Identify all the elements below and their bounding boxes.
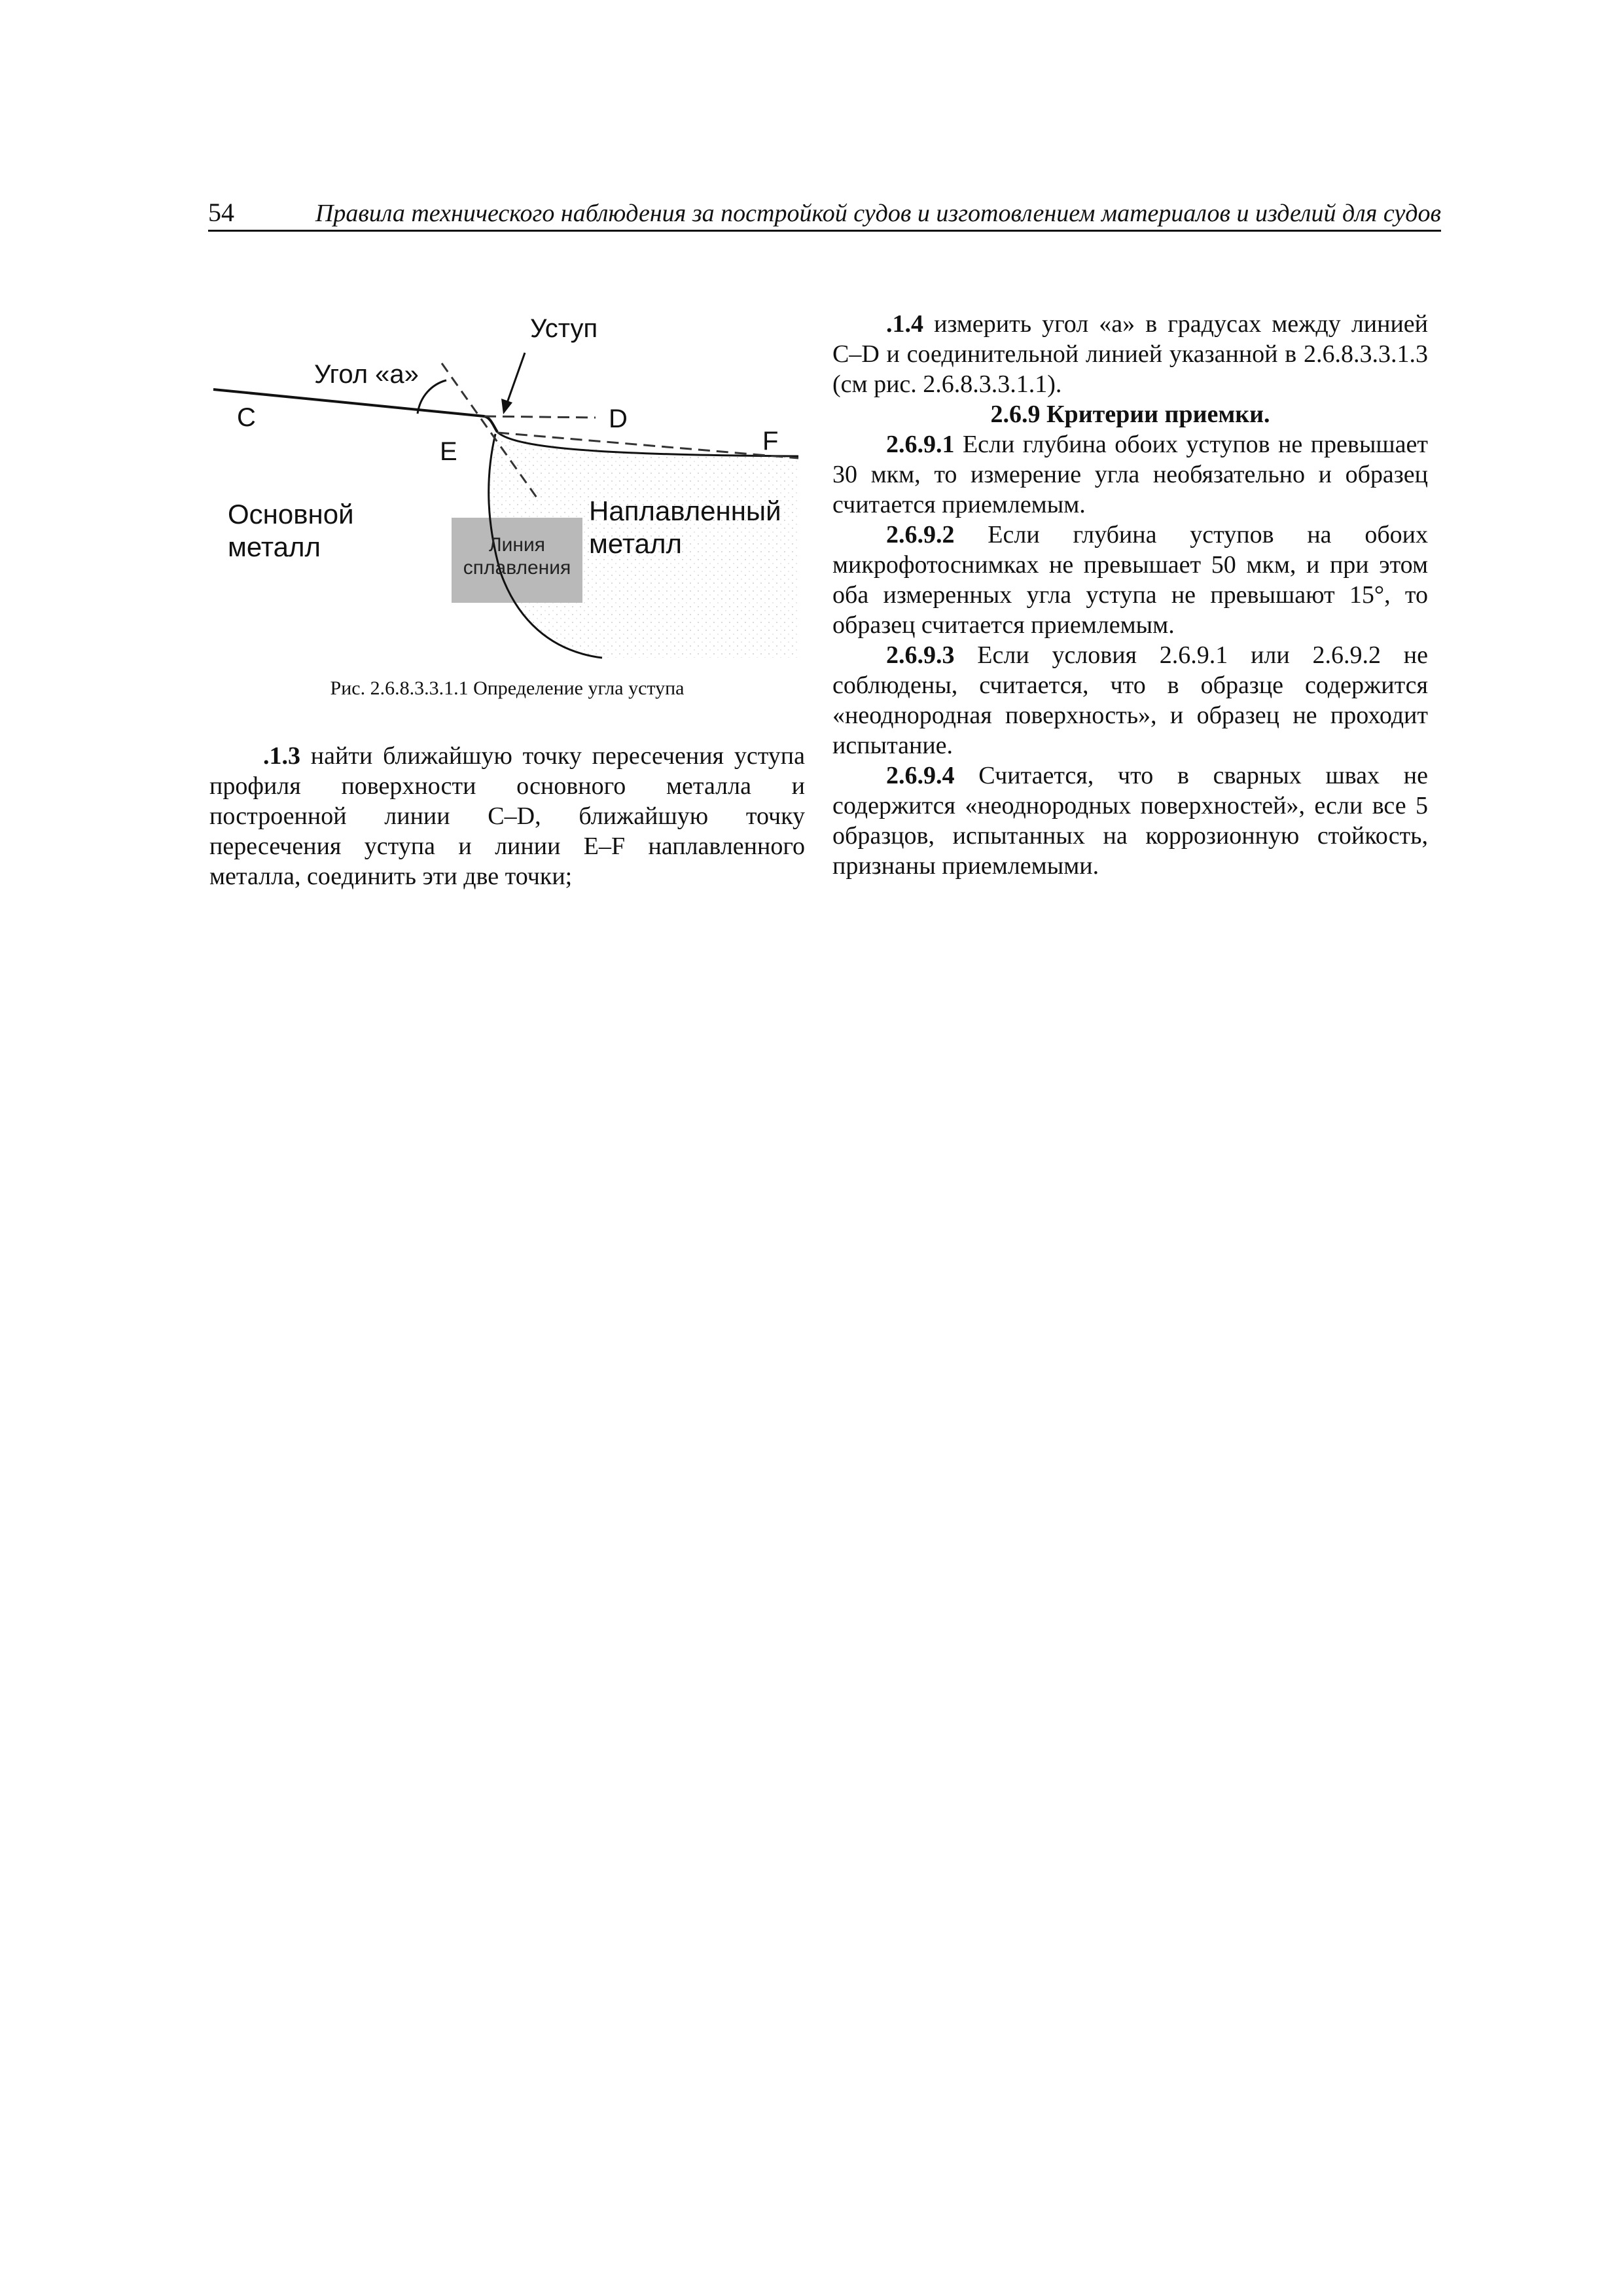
page-header [208, 200, 1441, 232]
page-number: 54 [208, 198, 234, 227]
item-number: .1.3 [263, 742, 300, 770]
paragraph-text: Если условия 2.6.9.1 или 2.6.9.2 не соблюдены, считается, что в образце содержится «неоднородная поверхность», и образец не проходит испытание. [832, 641, 1428, 759]
label-base-metal-1: Основной [228, 499, 354, 529]
running-title: Правила технического наблюдения за постройкой судов и изготовлением материалов и изделий для судов [315, 200, 1441, 227]
item-number: 2.6.9.1 [886, 431, 955, 458]
label-weld-metal-1: Наплавленный [589, 495, 781, 526]
paragraph-2-6-9-3 [832, 640, 1428, 761]
paragraph-2-6-9-4 [832, 761, 1428, 881]
label-e: E [440, 437, 457, 466]
item-number: 2.6.9.3 [886, 641, 955, 669]
paragraph-2-6-9-2 [832, 520, 1428, 640]
paragraph-text: найти ближайшую точку пересечения уступа профиля поверхности основного металла и построенной линии C–D, ближайшую точку пересечения уступа и линии E–F наплавленного металла, соединить эти две точки; [209, 742, 805, 890]
paragraph-text: Если глубина обоих уступов не превышает 30 мкм, то измерение угла необязательно и образец считается приемлемым. [832, 431, 1428, 518]
section-heading [832, 399, 1428, 429]
angle-arc [418, 380, 446, 414]
paragraph-text: Считается, что в сварных швах не содержится «неоднородных поверхностей», если все 5 образцов, испытанных на коррозионную стойкость, признаны приемлемыми. [832, 762, 1428, 880]
paragraph-1-3 [209, 741, 805, 891]
label-d: D [609, 404, 628, 433]
line-c-d [484, 416, 596, 418]
undercut-angle-figure [209, 298, 805, 664]
paragraph-text: Если глубина уступов на обоих микрофотоснимках не превышает 50 мкм, и при этом оба измеренных угла уступа не превышают 15°, то образец считается приемлемым. [832, 521, 1428, 639]
label-fusion-line-1: Линия [488, 534, 546, 556]
section-heading-text: 2.6.9 Критерии приемки. [990, 401, 1270, 428]
header-rule [208, 230, 1441, 232]
paragraph-text: измерить угол «а» в градусах между линией C–D и соединительной линией указанной в 2.6.8.3.3.1.3 (см рис. 2.6.8.3.3.1.1). [832, 310, 1428, 398]
item-number: .1.4 [886, 310, 923, 338]
base-metal-surface [213, 389, 497, 432]
label-fusion-line-2: сплавления [463, 557, 571, 579]
paragraph-1-4 [832, 309, 1428, 399]
label-base-metal-2: металл [228, 531, 321, 562]
label-c: C [237, 403, 256, 432]
figure-caption: Рис. 2.6.8.3.3.1.1 Определение угла уступа [330, 677, 685, 699]
paragraph-2-6-9-1 [832, 429, 1428, 520]
label-f: F [762, 427, 779, 456]
label-ustup: Уступ [530, 314, 598, 343]
right-column [832, 309, 1428, 881]
undercut-arrow-head [501, 399, 512, 414]
left-column [209, 741, 805, 891]
undercut-arrow [507, 353, 525, 403]
item-number: 2.6.9.4 [886, 762, 955, 789]
label-weld-metal-2: металл [589, 528, 682, 559]
label-angle: Угол «а» [314, 360, 419, 389]
item-number: 2.6.9.2 [886, 521, 955, 548]
